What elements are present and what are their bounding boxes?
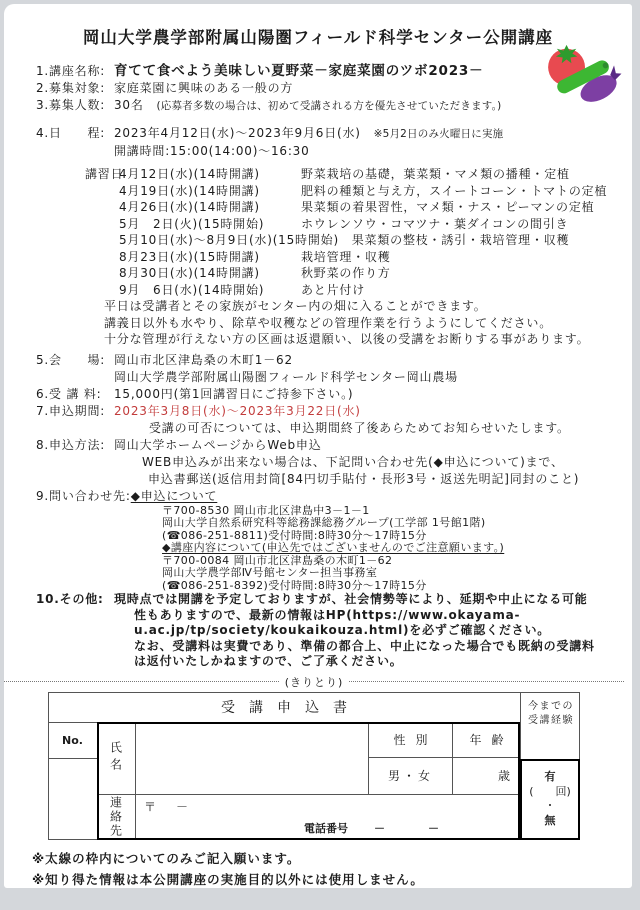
- item-label: 7.申込期間:: [36, 403, 106, 418]
- schedule-row: [36, 282, 632, 299]
- schedule-note: 十分な管理が行えない方の区画は返還願い、以後の受講をお断りする事があります。: [104, 332, 590, 346]
- experience-count: ( 回): [529, 784, 571, 798]
- phone-value: － －: [374, 821, 455, 835]
- schedule-header: 講習日: [85, 167, 124, 181]
- item-value: 15,000円(第1回講習日にご持参下さい。): [114, 386, 354, 401]
- item-contact: [36, 488, 632, 505]
- cut-dotted-line: [4, 681, 279, 682]
- item-label: 9.問い合わせ先:: [36, 488, 131, 503]
- contact-heading-application: ◆申込について: [130, 488, 218, 503]
- item-label: 1.講座名称:: [36, 64, 106, 78]
- document-body: [4, 63, 632, 670]
- course-title: 育てて食べよう美味しい夏野菜－家庭菜園のツボ2023－: [114, 63, 484, 79]
- item-label: 4.日 程:: [36, 126, 106, 140]
- schedule-row: [36, 183, 632, 200]
- doc-title: 岡山大学農学部附属山陽圏フィールド科学センター公開講座: [82, 28, 554, 47]
- no-cell: No.: [48, 722, 97, 759]
- venue-line2: 岡山大学農学部附属山陽圏フィールド科学センター岡山農場: [114, 369, 458, 384]
- contact-phone-hours: (☎086-251-8811)受付時間:8時30分～17時15分: [162, 528, 427, 542]
- application-form-table: [48, 692, 580, 840]
- experience-answer-cell: [520, 759, 580, 840]
- schedule-row: [36, 199, 632, 216]
- item-other: [36, 592, 632, 670]
- capacity-note: (応募者多数の場合は、初めて受講される方を優先させていただきます。): [156, 100, 502, 112]
- schedule-date: 4月19日(水)(14時開講): [119, 183, 260, 198]
- item-target: [36, 80, 632, 97]
- other-line4: なお、受講料は実費であり、準備の都合上、中止になった場合でも既納の受講料: [134, 638, 595, 653]
- experience-yes: 有: [544, 770, 556, 783]
- item-label: 2.募集対象:: [36, 81, 106, 95]
- experience-header-cell: 今までの受講経験: [520, 692, 580, 759]
- schedule-date: 5月 2日(火)(15時開始): [119, 216, 265, 231]
- other-line1: 現時点では開講を予定しておりますが、社会情勢等により、延期や中止になる可能: [114, 592, 588, 606]
- experience-separator: ・: [544, 799, 556, 812]
- contact-phone-hours-2: (☎086-251-8392)受付時間:8時30分～17時15分: [162, 578, 427, 592]
- age-unit-cell: 歳: [452, 758, 520, 794]
- schedule-topic: あと片付け: [301, 282, 366, 297]
- application-method-line2: WEB申込みが出来ない場合は、下記問い合わせ先(◆申込について)まで、: [142, 454, 564, 469]
- schedule-topic: 栽培管理・収穫: [301, 249, 391, 264]
- schedule-date: 5月10日(水)～8月9日(水)(15時開始): [119, 233, 339, 247]
- contact-label-cell: 連絡先: [97, 794, 136, 840]
- postal-code-field: 〒 －: [144, 799, 193, 814]
- schedule-topic: 果菜類の整枝・誘引・栽培管理・収穫: [351, 233, 570, 247]
- other-line3: u.ac.jp/tp/society/koukaikouza.html)を必ずご確認ください。: [134, 623, 551, 637]
- item-venue: [36, 352, 632, 369]
- name-label-cell: 氏名: [97, 722, 136, 794]
- item-value: 2023年4月12日(水)～2023年9月6日(水): [114, 126, 361, 140]
- dates-note: ※5月2日のみ火曜日に実施: [373, 128, 504, 140]
- schedule-note: 平日は受講者とその家族がセンター内の畑に入ることができます。: [104, 299, 487, 313]
- cut-label: (きりとり): [284, 675, 344, 689]
- schedule-date: 4月12日(水)(14時開講): [119, 167, 260, 181]
- schedule-row: [36, 166, 632, 183]
- schedule-topic: 肥料の種類と与え方，スイートコーン・トマトの定植: [301, 183, 608, 198]
- schedule-row: [36, 249, 632, 266]
- contact-field-cell: [136, 794, 520, 840]
- schedule-row: [36, 216, 632, 233]
- schedule-date: 9月 6日(水)(14時開始): [119, 282, 265, 297]
- item-value: 家庭菜園に興味のある一般の方: [114, 81, 294, 95]
- other-line5: は返付いたしかねますので、ご了承ください。: [134, 654, 403, 668]
- gender-value-cell: 男・女: [368, 758, 452, 794]
- schedule-topic: 野菜栽培の基礎，葉菜類・マメ類の播種・定植: [301, 167, 570, 181]
- schedule-row: [36, 265, 632, 282]
- other-line2: 性もありますので、最新の情報はHP(https://www.okayama-: [134, 607, 521, 622]
- vegetables-icon: [544, 40, 626, 106]
- contact-address-2: 〒700-0084 岡山市北区津島桑の木町1－62: [162, 553, 393, 567]
- phone-field: [144, 820, 520, 836]
- item-application-method: [36, 437, 632, 454]
- schedule-date: 4月26日(水)(14時開講): [119, 200, 260, 214]
- schedule-note: 講義日以外も水やり、除草や収穫などの管理作業を行うようにしてください。: [104, 315, 553, 330]
- item-fee: [36, 386, 632, 403]
- item-label: 5.会 場:: [36, 352, 106, 367]
- contact-office-2: 岡山大学農学部Ⅳ号館センター担当事務室: [162, 566, 378, 579]
- item-dates: [36, 125, 632, 143]
- item-label: 8.申込方法:: [36, 437, 106, 452]
- item-value: 岡山市北区津島桑の木町1－62: [114, 352, 293, 367]
- gender-header-cell: 性別: [368, 722, 452, 758]
- item-label: 6.受 講 料:: [36, 386, 102, 401]
- contact-heading-course-content: ◆講座内容について(申込先ではございませんのでご注意願います。): [162, 541, 505, 554]
- document-page: [4, 4, 632, 888]
- age-header-cell: 年齢: [452, 722, 520, 758]
- item-label: 10.その他:: [36, 592, 104, 606]
- item-capacity: [36, 97, 632, 115]
- item-value: 30名: [114, 98, 144, 112]
- cut-dotted-line: [349, 681, 624, 682]
- schedule-topic: 秋野菜の作り方: [301, 266, 391, 280]
- item-application-period: [36, 403, 632, 420]
- application-method-line3: 申込書郵送(返信用封筒[84円切手貼付・長形3号・返送先明記]同封のこと): [148, 471, 580, 486]
- application-period-dates: 2023年3月8日(水)～2023年3月22日(水): [114, 403, 361, 418]
- phone-label: 電話番号: [304, 821, 348, 835]
- experience-no: 無: [544, 813, 556, 827]
- form-title: 受講申込書: [221, 699, 361, 716]
- contact-office: 岡山大学自然系研究科等総務課総務グループ(工学部 1号館1階): [162, 516, 486, 529]
- contact-block: [36, 505, 632, 593]
- schedule-row: [36, 232, 632, 249]
- opening-time: 開講時間:15:00(14:00)～16:30: [114, 144, 310, 158]
- schedule-date: 8月30日(水)(14時開講): [119, 266, 260, 280]
- contact-address: 〒700-8530 岡山市北区津島中3－1－1: [162, 503, 370, 517]
- schedule-topic: 果菜類の着果習性，マメ類・ナス・ピーマンの定植: [301, 200, 595, 214]
- footer-note: ※太線の枠内についてのみご記入願います。: [32, 850, 301, 866]
- item-value: 岡山大学ホームページからWeb申込: [114, 437, 322, 452]
- schedule-date: 8月23日(水)(15時開講): [119, 249, 260, 264]
- cut-line: [4, 676, 624, 688]
- item-course-name: [36, 63, 632, 80]
- schedule-topic: ホウレンソウ・コマツナ・葉ダイコンの間引き: [301, 216, 569, 231]
- item-label: 3.募集人数:: [36, 98, 106, 112]
- footer-note: ※知り得た情報は本公開講座の実施目的以外には使用しません。: [32, 871, 424, 887]
- application-period-note: 受講の可否については、申込期間終了後あらためてお知らせいたします。: [149, 420, 570, 435]
- footer-notes: [4, 848, 632, 889]
- schedule-list: [36, 166, 632, 348]
